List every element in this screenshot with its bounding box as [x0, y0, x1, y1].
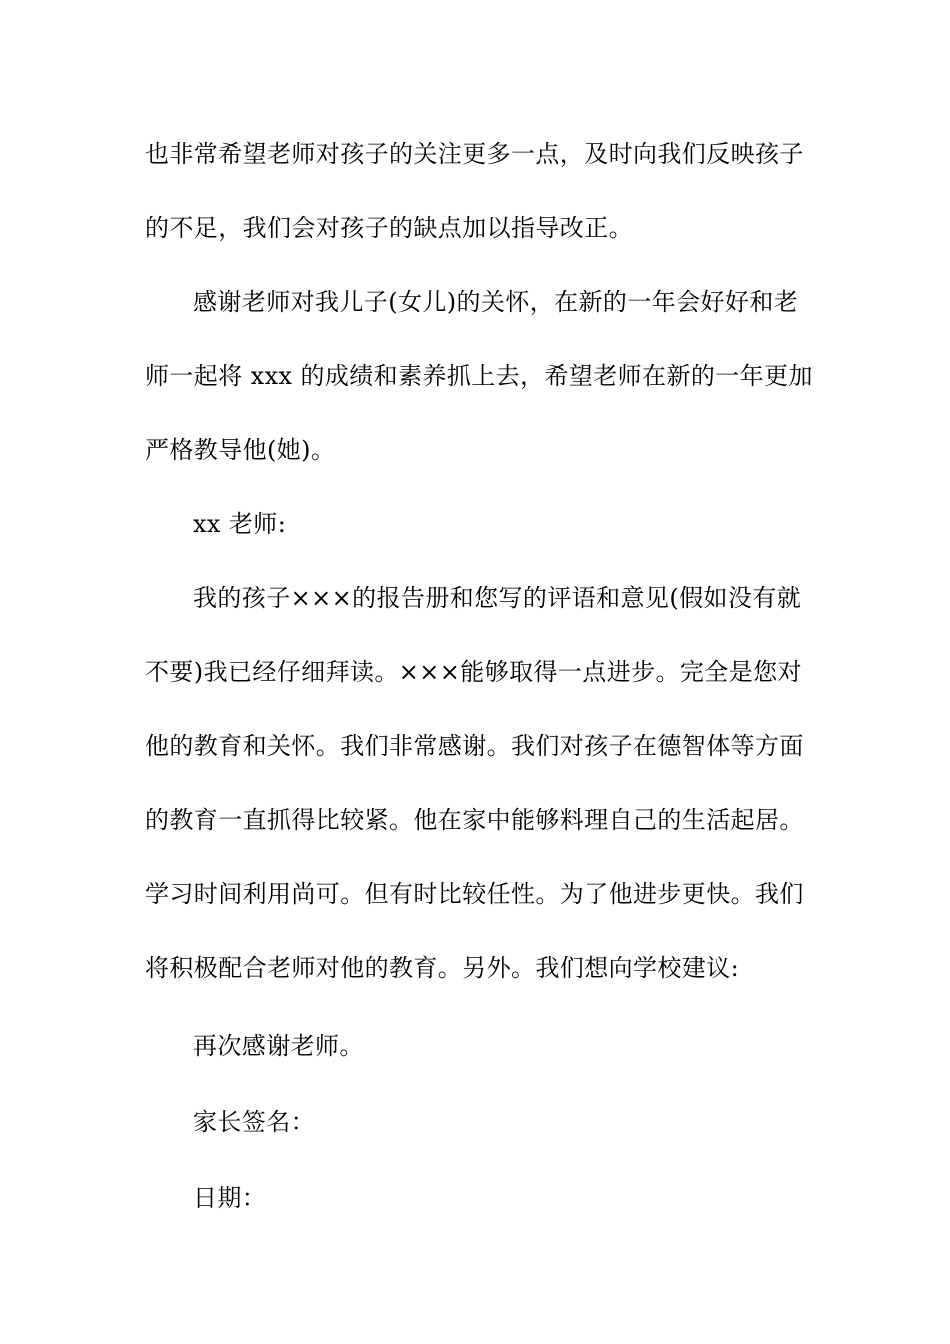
paragraph-line: 我的孩子×××的报告册和您写的评语和意见(假如没有就: [193, 584, 802, 612]
paragraph-line: 也非常希望老师对孩子的关注更多一点，及时向我们反映孩子: [145, 140, 804, 168]
paragraph-line: 将积极配合老师对他的教育。另外。我们想向学校建议:: [145, 954, 740, 982]
paragraph-line: 他的教育和关怀。我们非常感谢。我们对孩子在德智体等方面: [145, 732, 804, 760]
paragraph-line: 学习时间利用尚可。但有时比较任性。为了他进步更快。我们: [145, 880, 804, 908]
paragraph-line: 的不足，我们会对孩子的缺点加以指导改正。: [145, 214, 633, 242]
date-label: 日期：: [193, 1184, 267, 1212]
paragraph-line: 严格教导他(她)。: [145, 436, 336, 464]
paragraph-line: 感谢老师对我儿子(女儿)的关怀，在新的一年会好好和老: [193, 288, 799, 316]
paragraph-line: 不要)我已经仔细拜读。×××能够取得一点进步。完全是您对: [145, 658, 802, 686]
closing-line: 再次感谢老师。: [193, 1032, 364, 1060]
paragraph-line: 的教育一直抓得比较紧。他在家中能够料理自己的生活起居。: [145, 806, 804, 834]
paragraph-line: 师一起将 xxx 的成绩和素养抓上去，希望老师在新的一年更加: [145, 362, 813, 390]
signature-label: 家长签名：: [193, 1108, 315, 1136]
salutation-line: xx 老师:: [193, 510, 287, 538]
